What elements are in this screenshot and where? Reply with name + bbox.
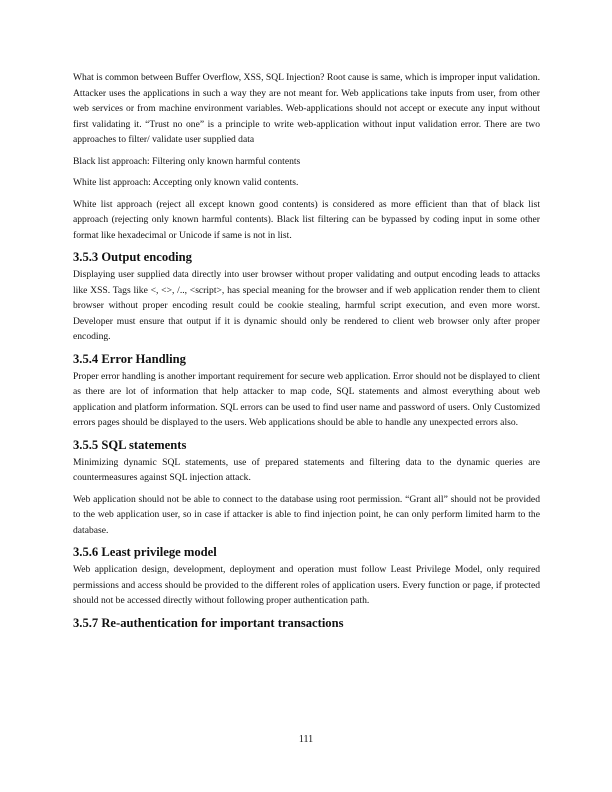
white-list-definition: White list approach: Accepting only known valid contents. — [73, 177, 299, 188]
page-number: 111 — [298, 734, 314, 745]
list-comparison-paragraph: White list approach (reject all except known good contents) is considered as more efficient than that of black list approach (rejecting only known harmful contents). Black list filtering can be bypassed by coding input in some other format like hexadecimal or Unicode if same is not in list. — [73, 198, 540, 241]
page-body — [73, 70, 540, 633]
output-encoding-paragraph: Displaying user supplied data directly into user browser without proper validating and output encoding leads to attacks like XSS. Tags like <, <>, /.., <script>, has special meaning for the browser and if web application render them to client browser without proper encoding result could be cookie stealing, harmful script execution, and even more worst. Developer must ensure that output if it is dynamic should only be rendered to client web browser only after proper encoding. — [73, 269, 540, 342]
heading-error-handling: 3.5.4 Error Handling — [73, 351, 186, 366]
sql-statements-paragraph-2: Web application should not be able to connect to the database using root permission. “Grant all” should not be provided to the web application user, so in case if attacker is able to find injection point, he can only perform limited harm to the database. — [73, 493, 540, 536]
least-privilege-paragraph: Web application design, development, deployment and operation must follow Least Privilege Model, only required permissions and access should be provided to the different roles of application users. Every function or page, if protected should not be accessed directly without following proper authentication path. — [73, 564, 540, 606]
heading-re-authentication: 3.5.7 Re-authentication for important transactions — [73, 615, 344, 630]
black-list-definition: Black list approach: Filtering only known harmful contents — [73, 155, 301, 167]
intro-paragraph: What is common between Buffer Overflow, XSS, SQL Injection? Root cause is same, which is improper input validation. Attacker uses the applications in such a way they are not meant for. Web applications take inputs from user, from other web services or from machine environment variables. Web-applications should not accept or execute any input without first validating it. “Trust no one” is a principle to write web-application without input validation error. There are two approaches to filter/ validate user supplied data — [73, 72, 540, 145]
heading-sql-statements: 3.5.5 SQL statements — [73, 437, 187, 452]
heading-output-encoding: 3.5.3 Output encoding — [73, 250, 192, 264]
error-handling-paragraph: Proper error handling is another important requirement for secure web application. Error should not be displayed to client as there are lot of information that help attacker to map code, SQL statements and almost everything about web application and platform information. SQL errors can be used to find user name and password of users. Only Customized errors pages should be displayed to the users. Web applications should be able to handle any unexpected errors also. — [73, 370, 540, 428]
heading-least-privilege: 3.5.6 Least privilege model — [73, 545, 217, 559]
sql-statements-paragraph-1: Minimizing dynamic SQL statements, use of prepared statements and filtering data to the dynamic queries are countermeasures against SQL injection attack. — [73, 456, 540, 483]
